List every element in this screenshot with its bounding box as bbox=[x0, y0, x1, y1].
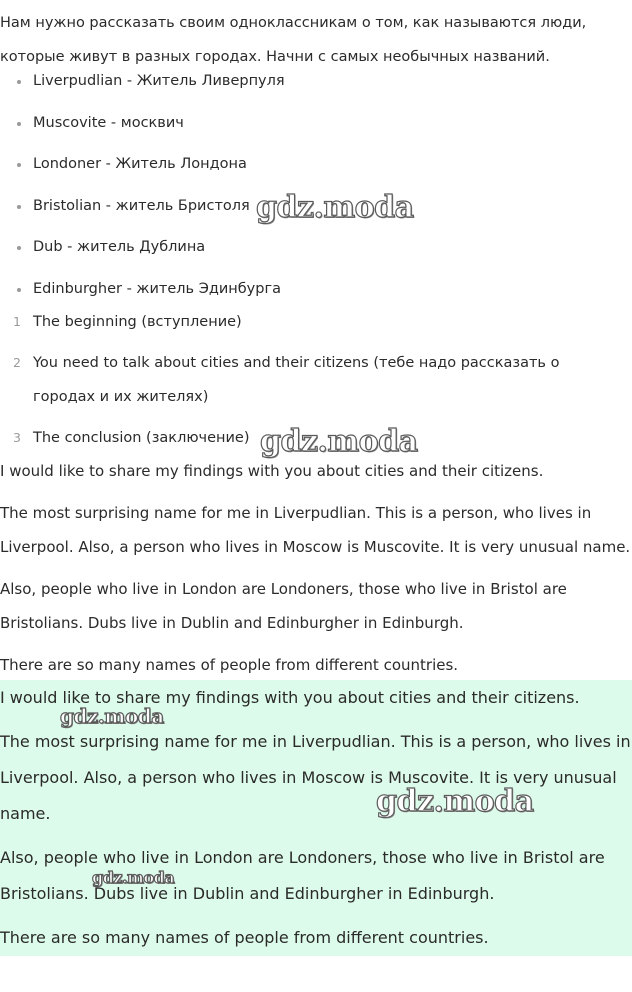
task-intro: Нам нужно рассказать своим одноклассникам о том, как называются люди, которые живут в разных городах. Начни с самых необычных названий. bbox=[0, 15, 587, 65]
answer-paragraph: Also, people who live in London are Londoners, those who live in Bristol are Bristolians. Dubs live in Dublin and Edinburgher in Edinburgh. bbox=[0, 848, 605, 903]
bullet-icon bbox=[17, 288, 21, 292]
list-item-text: Edinburgher - житель Эдинбурга bbox=[33, 280, 281, 297]
watermark: gdz.moda bbox=[260, 424, 418, 459]
plan-item-text: The beginning (вступление) bbox=[33, 314, 242, 330]
list-item bbox=[0, 64, 620, 106]
list-item bbox=[0, 106, 620, 148]
essay-paragraph: The most surprising name for me in Liverpudlian. This is a person, who lives in Liverpool. Also, a person who lives in Moscow is Muscovite. It is very unusual name. bbox=[0, 504, 631, 556]
essay-paragraph: Also, people who live in London are Londoners, those who live in Bristol are Bristolians. Dubs live in Dublin and Edinburgher in Edinburgh. bbox=[0, 580, 567, 632]
bullet-icon bbox=[17, 205, 21, 209]
essay-paragraph: I would like to share my findings with you about cities and their citizens. bbox=[0, 462, 544, 480]
list-item bbox=[0, 147, 620, 189]
watermark: gdz.moda bbox=[376, 784, 534, 819]
list-item-text: Dub - житель Дублина bbox=[33, 239, 206, 256]
list-item bbox=[0, 189, 620, 231]
plan-item bbox=[0, 421, 620, 455]
essay-paragraph: There are so many names of people from different countries. bbox=[0, 656, 459, 674]
list-item-text: Bristolian - житель Бристоля bbox=[33, 197, 250, 214]
essay-draft bbox=[0, 454, 632, 690]
bullet-icon bbox=[17, 246, 21, 250]
plan-item-number: 3 bbox=[13, 430, 21, 445]
answer-block bbox=[0, 680, 632, 956]
demonym-list bbox=[0, 64, 620, 314]
plan-item-text: The conclusion (заключение) bbox=[33, 430, 250, 446]
plan-item bbox=[0, 305, 620, 339]
answer-paragraph: There are so many names of people from different countries. bbox=[0, 928, 489, 947]
watermark: gdz.moda bbox=[256, 190, 414, 225]
list-item-text: Liverpudlian - Житель Ливерпуля bbox=[33, 73, 285, 89]
bullet-icon bbox=[17, 122, 21, 126]
plan-item-number: 1 bbox=[13, 314, 21, 329]
list-item-text: Londoner - Житель Лондона bbox=[33, 156, 247, 173]
plan-item bbox=[0, 346, 620, 414]
plan-list bbox=[0, 305, 620, 462]
list-item-text: Muscovite - москвич bbox=[33, 114, 184, 131]
answer-paragraph: I would like to share my findings with you about cities and their citizens. bbox=[0, 688, 580, 707]
plan-item-number: 2 bbox=[13, 355, 21, 370]
bullet-icon bbox=[17, 80, 21, 84]
watermark: gdz.moda bbox=[60, 704, 164, 728]
bullet-icon bbox=[17, 163, 21, 167]
list-item bbox=[0, 230, 620, 272]
plan-item-text: You need to talk about cities and their citizens (тебе надо рассказать о городах и их жителях) bbox=[33, 355, 560, 405]
answer-paragraph: The most surprising name for me in Liverpudlian. This is a person, who lives in Liverpool. Also, a person who lives in Moscow is Muscovite. It is very unusual name. bbox=[0, 732, 631, 823]
watermark: gdz.moda bbox=[92, 868, 175, 887]
